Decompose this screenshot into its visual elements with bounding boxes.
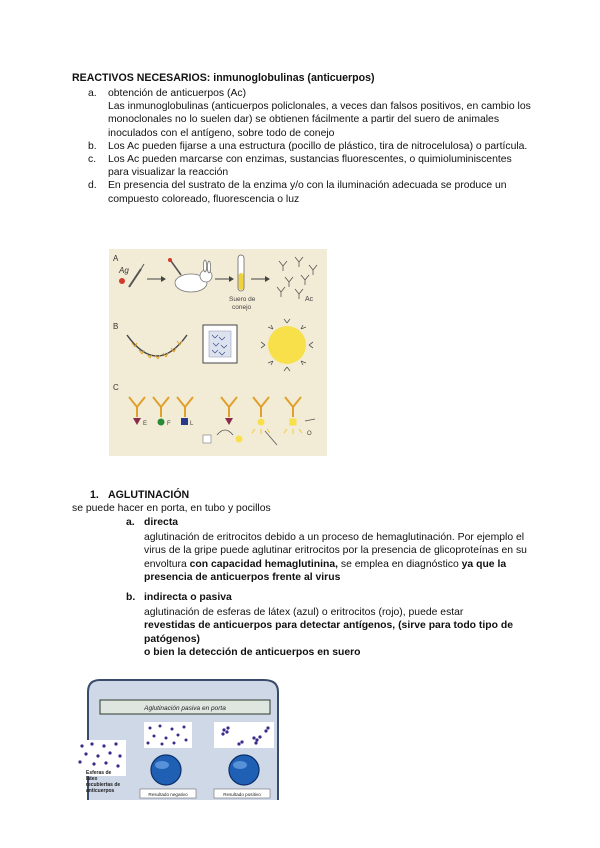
section-title (90, 489, 189, 501)
syringe-icon (129, 264, 144, 287)
ag-label: Ag (119, 266, 129, 275)
list-item-title: obtención de anticuerpos (Ac) (108, 88, 247, 99)
list-item (72, 179, 532, 205)
list-item-text: En presencia del sustrato de la enzima y/o con la iluminación adecuada se produce un compuesto coloreado, fluorescencia o luz (108, 180, 507, 205)
negative-well-icon (151, 755, 181, 785)
agglutination-figure-svg (74, 676, 280, 800)
well-with-antibodies-icon (127, 335, 187, 359)
list-marker: d. (88, 180, 97, 192)
luminescent-marker-icon (181, 418, 188, 425)
arrow-head-icon (265, 276, 270, 282)
caption-line: Esferas de (86, 770, 112, 776)
subsection-title: directa (144, 517, 179, 528)
chemiluminescence-reaction-icon (284, 397, 315, 434)
enzyme-marker-icon (133, 418, 141, 425)
arrow-head-icon (161, 276, 166, 282)
subsection-body (144, 606, 534, 660)
list-marker: a. (88, 88, 97, 99)
caption-line: anticuerpos (86, 788, 115, 794)
figure-title: Aglutinación pasiva en porta (144, 705, 226, 712)
list-item-text: Los Ac pueden marcarse con enzimas, sustancias fluorescentes, o quimioluminiscentes para visualizar la reacción (108, 154, 512, 179)
negative-result-label: Resultado negativo (148, 792, 188, 797)
agglutination-figure (74, 676, 280, 800)
label-c: C (113, 383, 119, 392)
label-b: B (113, 322, 119, 331)
bold-text: o bien la detección de anticuerpos en suero (144, 647, 361, 659)
subsection-body (144, 531, 534, 585)
subsection-title: indirecta o pasiva (144, 592, 232, 603)
section-heading: REACTIVOS NECESARIOS: inmunoglobulinas (anticuerpos) (72, 72, 375, 84)
caption-line: recubiertas de (86, 782, 121, 788)
bold-text: ya que la presencia de anticuerpos frente al virus (144, 558, 507, 584)
subsection-marker: b. (126, 592, 136, 603)
caption-line: látex (86, 776, 98, 782)
list-item (72, 153, 532, 179)
section-intro: se puede hacer en porta, en tubo y pocillos (72, 503, 271, 514)
antibody-cluster-icon (277, 257, 317, 299)
antibody-figure (109, 249, 327, 456)
fluorescent-labeled-antibody-icon (153, 397, 169, 417)
l-label: L (190, 421, 194, 427)
antigen-dot (119, 278, 125, 284)
test-tube-icon (238, 255, 244, 291)
enzyme-reaction-icon (203, 397, 243, 443)
body-text: aglutinación de esferas de látex (azul) o eritrocitos (rojo), puede estar (144, 606, 464, 618)
conejo-label: conejo (232, 304, 252, 311)
subsection-marker: a. (126, 517, 135, 528)
coated-particle-icon (261, 319, 313, 371)
f-label: F (167, 421, 171, 427)
rabbit-icon (168, 258, 212, 292)
list-item (72, 140, 532, 153)
arrow-head-icon (229, 276, 234, 282)
suero-label: Suero de (229, 296, 256, 303)
bold-text: revestidas de anticuerpos para detectar antígenos, (sirve para todo tipo de patógenos) (144, 620, 513, 645)
fluorescence-reaction-icon (252, 397, 277, 445)
section-number: 1. (90, 489, 99, 501)
enzyme-labeled-antibody-icon (129, 397, 145, 417)
positive-well-icon (229, 755, 259, 785)
list-item-text: Las inmunoglobulinas (anticuerpos policlonales, a veces dan falsos positivos, en cambio los monoclonales no lo suelen dar) se obtienen fácilmente a partir del suero de animales inoculados con el antígeno, sobre todo de conejo (108, 101, 531, 139)
ac-label: Ac (305, 296, 314, 303)
list-item-text: Los Ac pueden fijarse a una estructura (pocillo de plástico, tira de nitrocelulosa) o partícula. (108, 140, 528, 152)
body-text: se emplea en diagnóstico (338, 558, 462, 570)
section-title-text: AGLUTINACIÓN (108, 489, 190, 501)
positive-result-label: Resultado positivo (223, 792, 261, 797)
reagent-list (72, 87, 532, 206)
list-item (72, 87, 532, 140)
e-label: E (143, 421, 148, 427)
o2-label: O (307, 431, 312, 437)
antibody-figure-svg (109, 249, 327, 456)
body-text: aglutinación de eritrocitos debido a un proceso de hemaglutinación. Por ejemplo el virus de la gripe puede aglutinar eritrocitos por la presencia de glicoproteínas en su envoltura (144, 531, 527, 570)
membrane-strip-icon (203, 325, 237, 363)
luminescent-labeled-antibody-icon (177, 397, 193, 417)
label-a: A (113, 254, 119, 263)
list-marker: c. (88, 154, 97, 166)
bold-text: con capacidad hemaglutinina, (189, 558, 339, 570)
list-marker: b. (88, 140, 97, 152)
fluorescent-marker-icon (158, 419, 165, 426)
